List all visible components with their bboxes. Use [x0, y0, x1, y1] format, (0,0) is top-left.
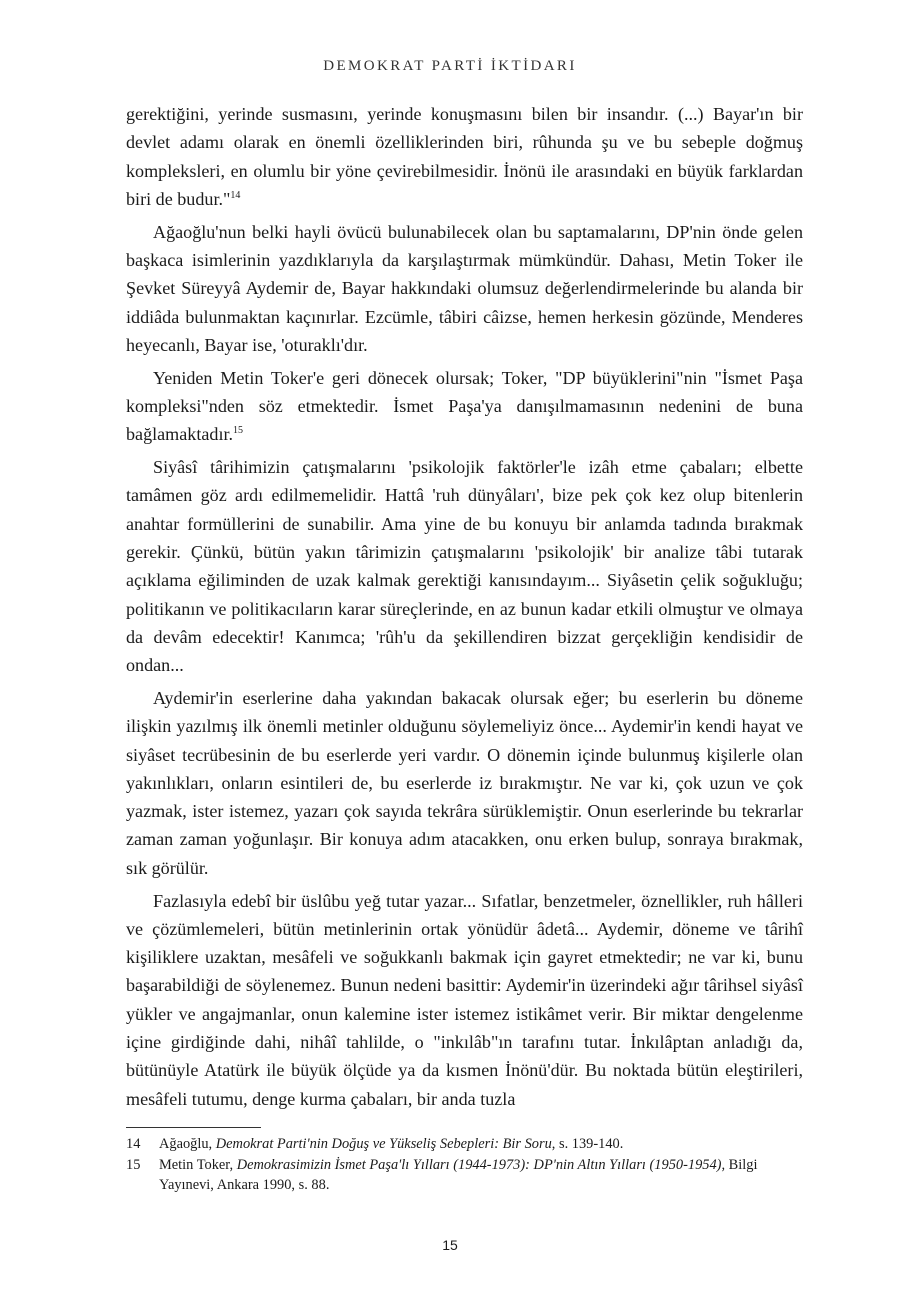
page-number: 15 — [442, 1237, 458, 1253]
paragraph-text: Aydemir'in eserlerine daha yakından bakacak olursak eğer; bu eserlerin bu döneme ilişkin yazılmış ilk önemli metinler olduğunu söylemeliyiz önce... Aydemir'in kendi hayat ve siyâset tecrübesinin de bu eserlerde yeri vardır. O dönemin içinde bulunmuş kişilerle olan yakınlıkları, onların esintileri de, bu eserlerde iz bırakmıştır. Ne var ki, çok uzun ve çok yazmak, ister istemez, yazarı çok sayıda tekrâra sürüklemiştir. Onun eserlerinde bu tekrarlar zaman zaman yoğunlaşır. Bir konuya adım atacakken, onu erken bulup, sonraya bırakmak, sık görülür. — [126, 687, 803, 878]
footnote-15 — [126, 1155, 803, 1196]
paragraph-text: Siyâsî târihimizin çatışmalarını 'psikolojik faktörler'le izâh etme çabaları; elbette tamâmen göz ardı edilmemelidir. Hattâ 'ruh dünyâları', bize pek çok kez olup bitenlerin anahtar formüllerini de sunabilir. Ama yine de bu konuyu bir anlamda tadında bırakmak gerekir. Çünkü, bütün yakın târimizin çatışmalarını 'psikolojik' bir analize tâbi tutarak açıklama eğiliminden de uzak kalmak gerektiği kanısındayım... Siyâsetin çelik soğukluğu; politikanın ve politikacıların karar süreçlerinde, en az bunun kadar etkili olmuştur ve olmaya da devâm edecektir! Kanımca; 'rûh'u da şekillendiren bizzat gerçekliğin kendisidir de ondan... — [126, 457, 803, 676]
footnote-prefix: Ağaoğlu, — [159, 1136, 216, 1152]
footnote-prefix: Metin Toker, — [159, 1156, 237, 1173]
paragraph — [126, 887, 803, 1113]
footnote-ref-14[interactable]: 14 — [230, 189, 241, 201]
paragraph — [126, 218, 803, 359]
paragraph-text: Yeniden Metin Toker'e geri dönecek olursak; Toker, "DP büyüklerini"nin "İsmet Paşa kompleksi"nden söz etmektedir. İsmet Paşa'ya danışılmamasının nedenini de buna bağlamaktadır. — [126, 367, 803, 445]
paragraph-text: Ağaoğlu'nun belki hayli övücü bulunabilecek olan bu saptamalarını, DP'nin önde gelen başkaca isimlerinin yazdıklarıyla da karşılaştırmak mümkündür. Dahası, Metin Toker ile Şevket Süreyyâ Aydemir de, Bayar hakkındaki olumsuz değerlendirmelerinde bu alanda bir iddiâda bulunmaktan kaçınırlar. Ezcümle, tâbiri câizse, hemen herkesin gözünde, Menderes heyecanlı, Bayar ise, 'oturaklı'dır. — [126, 221, 803, 355]
paragraph-text: gerektiğini, yerinde susmasını, yerinde konuşmasını bilen bir insandır. (...) Bayar'ın bir devlet adamı olarak en önemli özelliklerinden biri, rûhunda şu ve bu sebeple doğmuş kompleksleri, en olumlu bir yöne çevirebilmesidir. İnönü ile arasındaki en büyük farklardan biri de budur." — [126, 104, 803, 209]
footnote-number: 14 — [126, 1136, 141, 1152]
footnote-suffix: Bilgi Yayınevi, Ankara 1990, s. 88. — [159, 1156, 758, 1193]
paragraph — [126, 100, 803, 213]
footnote-suffix: , s. 139-140. — [551, 1136, 624, 1152]
footnotes — [126, 1134, 803, 1196]
paragraph-text: Fazlasıyla edebî bir üslûbu yeğ tutar yazar... Sıfatlar, benzetmeler, öznellikler, ruh hâlleri ve çözümlemeleri, bütün metinlerinin ortak yönüdür âdetâ... Aydemir, döneme ve târihî kişiliklere uzaktan, mesâfeli ve soğukkanlı bakmak için gayret etmektedir; ne var ki, bunu başarabildiği de söylenemez. Bunun nedeni basittir: Aydemir'in üzerindeki ağır târihsel siyâsî yükler ve angajmanlar, onun kalemine ister istemez istikâmet verir. Bir miktar dengelenme içine girdiğinde dahi, nihâî tahlilde, o "inkılâb"ın tarafını tutar. İnkılâptan anladığı da, bütünüyle Atatürk ile büyük ölçüde ya da kısmen İnönü'dür. Bu noktada bütün eleştirileri, mesâfeli tutumu, denge kurma çabaları, bir anda tuzla — [126, 890, 803, 1109]
paragraph — [126, 684, 803, 882]
footnote-14 — [126, 1134, 803, 1155]
paragraph — [126, 364, 803, 449]
running-head-title: DEMOKRAT PARTİ İKTİDARI — [323, 58, 577, 74]
body-text — [126, 100, 803, 1117]
paragraph — [126, 453, 803, 679]
footnote-title: Demokrat Parti'nin Doğuş ve Yükseliş Sebepleri: Bir Soru — [215, 1136, 552, 1152]
footnote-title: Demokrasimizin İsmet Paşa'lı Yılları (1944-1973): DP'nin Altın Yılları (1950-1954), — [236, 1156, 726, 1173]
footnote-ref-15[interactable]: 15 — [233, 425, 244, 437]
footnote-number: 15 — [126, 1156, 141, 1173]
footnote-separator — [126, 1127, 261, 1128]
